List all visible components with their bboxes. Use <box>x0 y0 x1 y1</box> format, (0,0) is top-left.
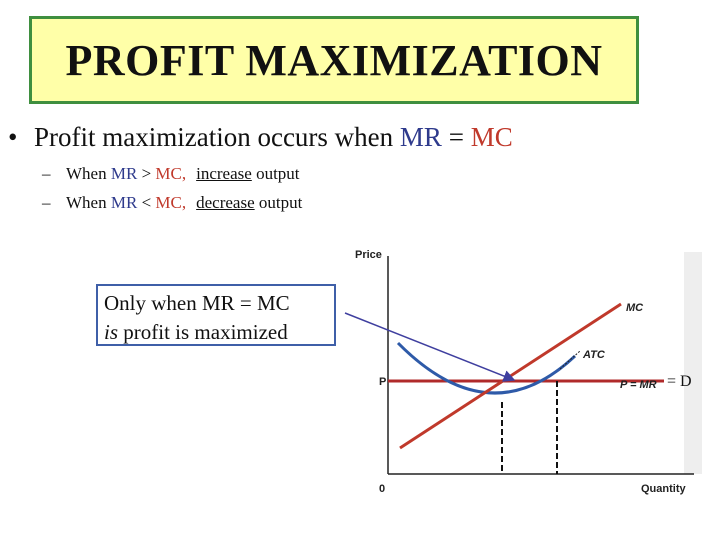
sub-op: > <box>141 164 152 183</box>
bullet-eq: = <box>448 122 464 152</box>
price-label: P <box>379 376 387 388</box>
sub-mc: MC, <box>155 193 187 212</box>
sub-action: decrease <box>196 193 255 212</box>
sub-marker: – <box>42 193 51 212</box>
origin-label: 0 <box>379 483 386 495</box>
mc-line <box>400 304 621 448</box>
bullet-text: Profit maximization occurs when <box>34 122 394 152</box>
graph-side-panel <box>684 252 702 474</box>
sub-when: When <box>66 164 107 183</box>
mr-label: P = MR <box>620 379 657 391</box>
callout-line-2 <box>104 318 328 347</box>
demand-label: = D <box>667 373 692 390</box>
atc-label: ATC <box>583 349 605 361</box>
callout-line-2-rest: profit is maximized <box>123 320 288 344</box>
sub-marker: – <box>42 164 51 183</box>
y-axis-label: Price <box>355 249 382 261</box>
callout-box <box>96 284 336 346</box>
sub-op: < <box>141 193 152 212</box>
bullet-marker: • <box>8 122 18 152</box>
callout-line-1: Only when MR = MC <box>104 291 290 315</box>
page-title: PROFIT MAXIMIZATION <box>65 35 603 85</box>
sub-rest: output <box>256 164 300 183</box>
bullet-mr: MR <box>399 122 442 152</box>
bullet-mc: MC <box>470 122 513 152</box>
mc-label: MC <box>626 302 644 314</box>
sub-mr: MR <box>110 164 138 183</box>
sub-mc: MC, <box>155 164 187 183</box>
sub-rest: output <box>258 193 303 212</box>
sub-mr: MR <box>110 193 138 212</box>
sub-when: When <box>66 193 107 212</box>
sub-action: increase <box>196 164 252 183</box>
x-axis-label: Quantity <box>641 483 686 495</box>
callout-italic-word: is <box>104 320 119 344</box>
